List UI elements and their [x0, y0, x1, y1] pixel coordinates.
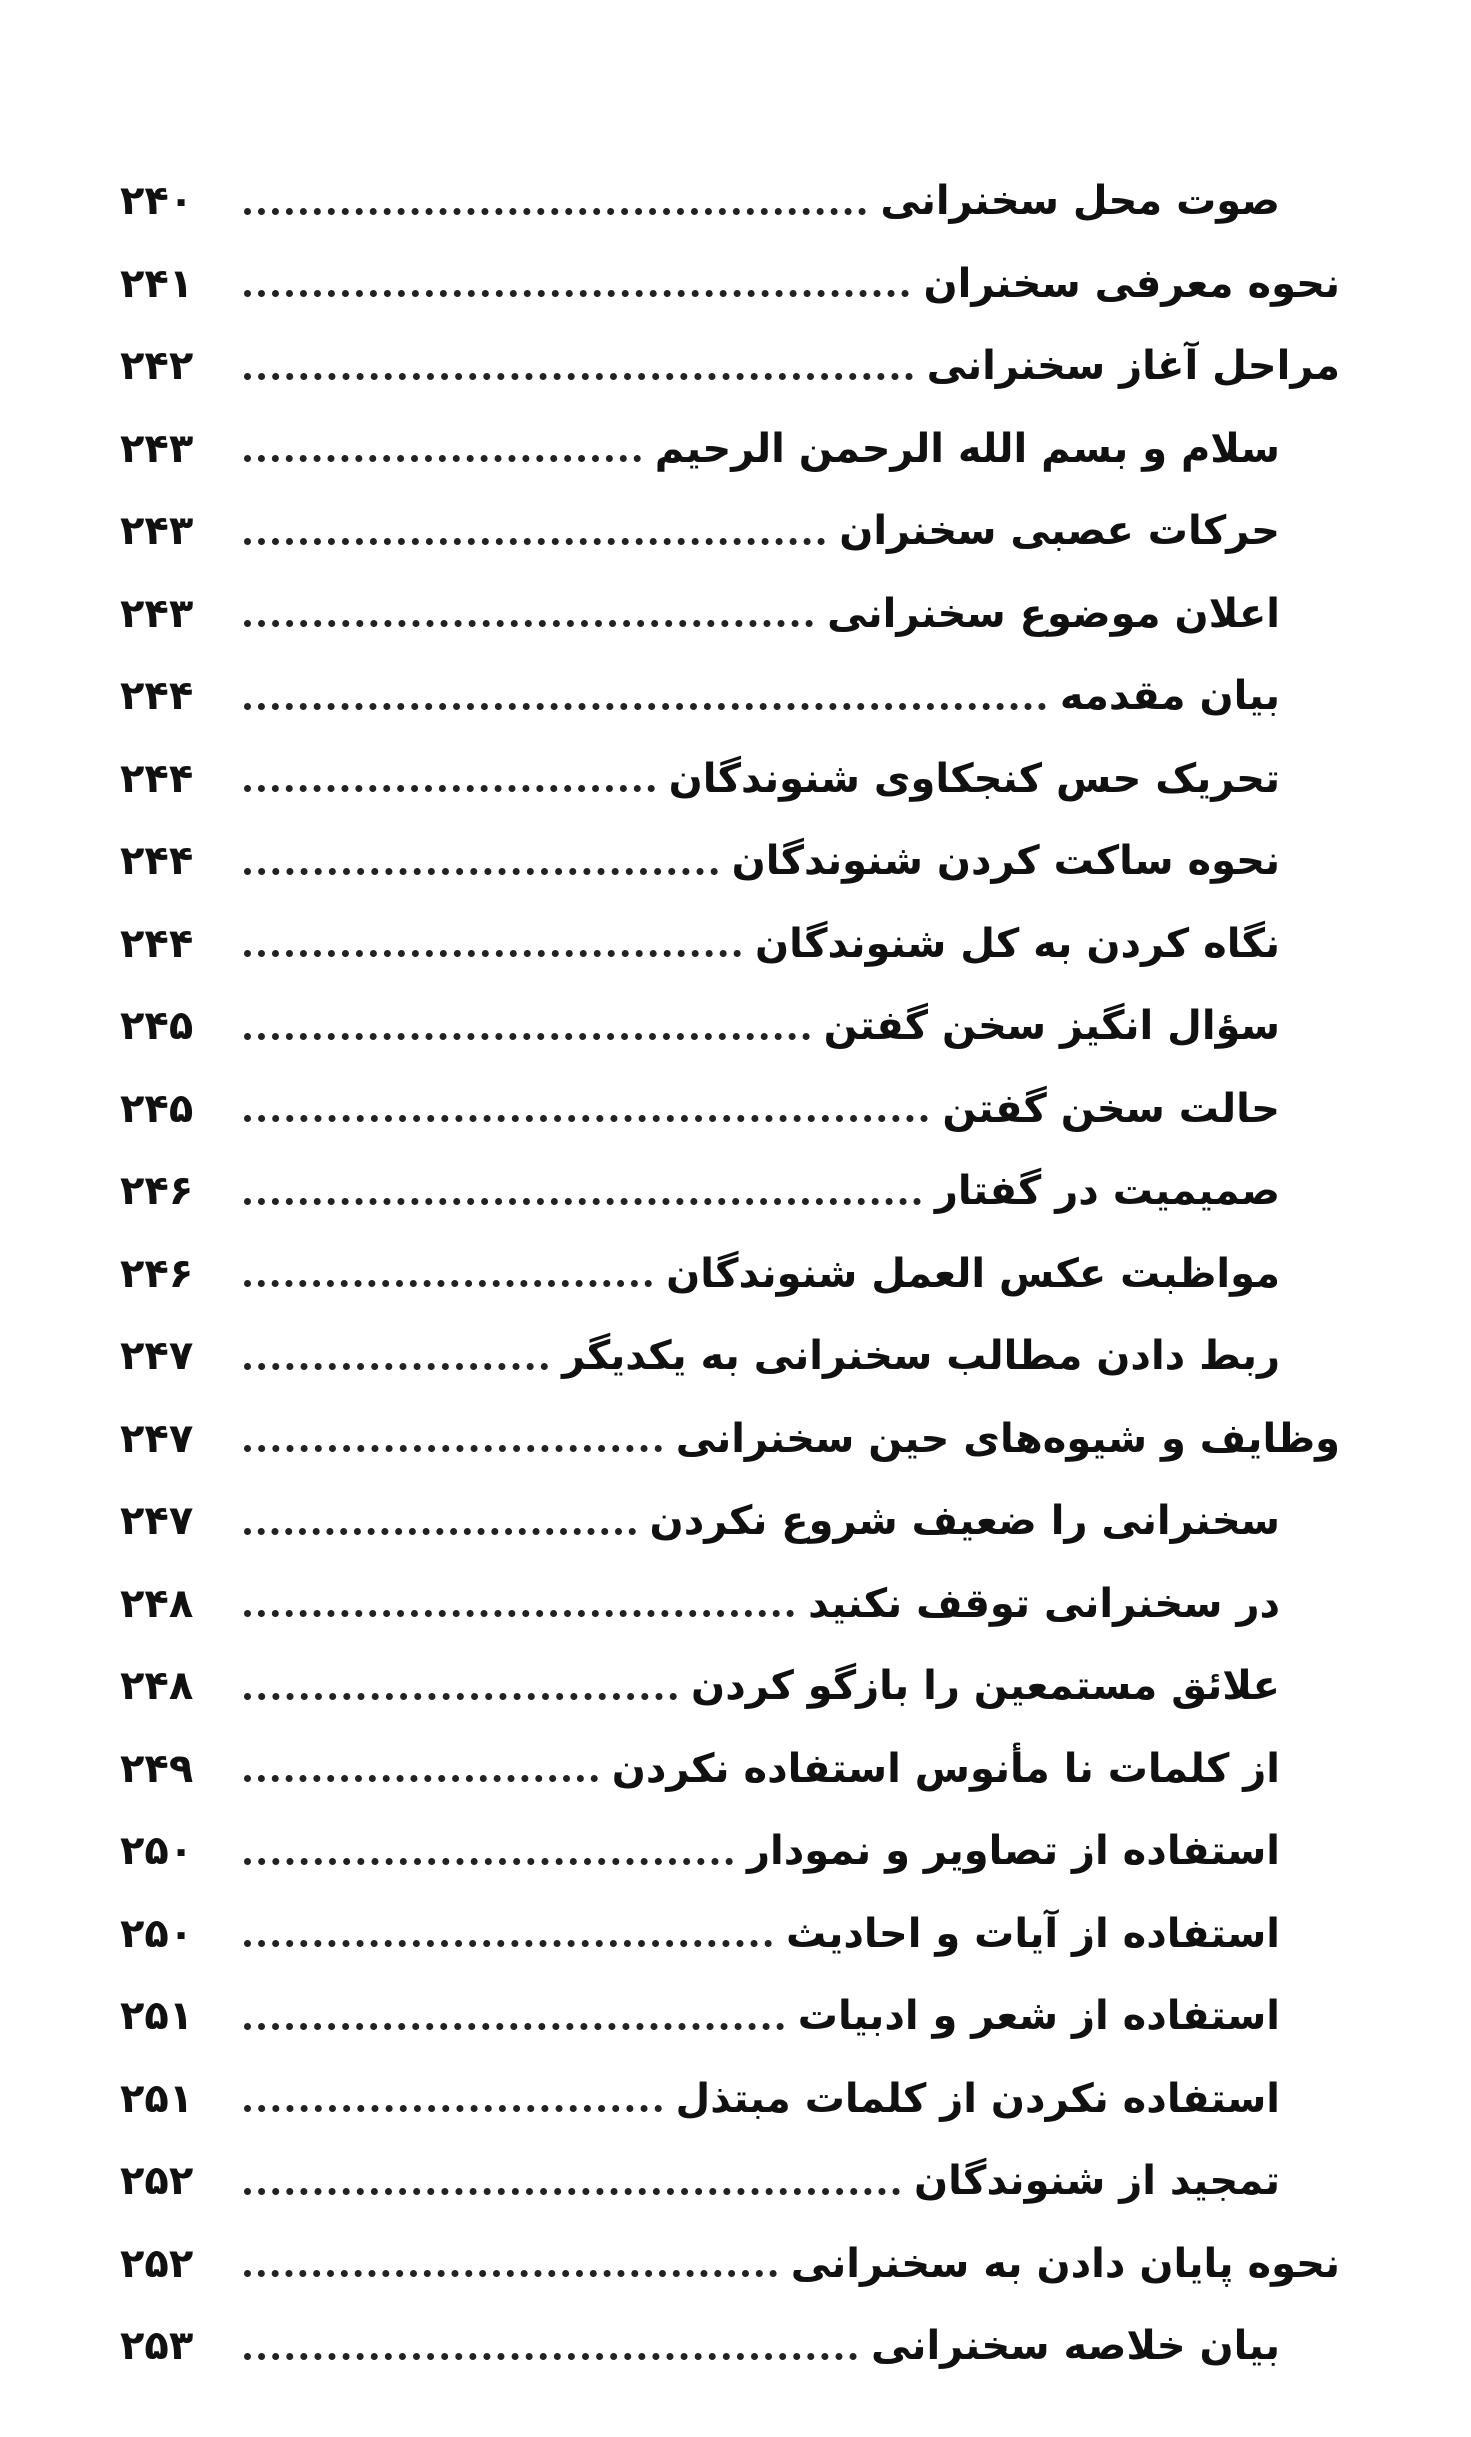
dot-leader: [244, 498, 825, 545]
toc-entry-page-number: ۲۴۹: [120, 1745, 194, 1792]
toc-entry: [120, 1150, 1340, 1233]
toc-entry-title: از کلمات نا مأنوس استفاده نکردن: [611, 1745, 1280, 1792]
toc-entry: [120, 1480, 1340, 1563]
toc-entry: [120, 903, 1340, 986]
dot-leader: [244, 2313, 857, 2360]
toc-entry-page-number: ۲۵۲: [120, 2240, 194, 2287]
toc-entry-page-number: ۲۴۸: [120, 1663, 194, 1710]
dot-leader: [244, 580, 813, 627]
dot-leader: [244, 828, 718, 875]
dot-leader: [244, 1075, 928, 1122]
toc-entry-title: حالت سخن گفتن: [942, 1085, 1280, 1132]
toc-entry: [120, 1975, 1340, 2058]
toc-entry-title: تمجید از شنوندگان: [914, 2158, 1280, 2205]
dot-leader: [244, 333, 913, 380]
dot-leader: [244, 1900, 772, 1947]
toc-entry: [120, 1645, 1340, 1728]
toc-entry-title: استفاده از تصاویر و نمودار: [746, 1828, 1280, 1875]
toc-entry: [120, 985, 1340, 1068]
toc-entry-title: حرکات عصبی سخنران: [839, 508, 1280, 555]
toc-entry-title: استفاده از شعر و ادبیات: [797, 1993, 1280, 2040]
toc-entry-page-number: ۲۴۳: [120, 590, 194, 637]
toc-entry-page-number: ۲۴۷: [120, 1498, 194, 1545]
toc-entry: [120, 655, 1340, 738]
toc-entry-title: نحوه ساکت کردن شنوندگان: [731, 838, 1280, 885]
toc-entry-page-number: ۲۴۷: [120, 1415, 194, 1462]
toc-entry: [120, 573, 1340, 656]
toc-entry-page-number: ۲۴۴: [120, 755, 194, 802]
toc-entry-page-number: ۲۴۳: [120, 508, 194, 555]
toc-entry: [120, 2305, 1340, 2388]
toc-entry-page-number: ۲۴۴: [120, 673, 194, 720]
toc-entry-page-number: ۲۴۵: [120, 1085, 194, 1132]
toc-entry-page-number: ۲۴۸: [120, 1580, 194, 1627]
toc-entry-title: نگاه کردن به کل شنوندگان: [755, 920, 1280, 967]
toc-entry-page-number: ۲۵۳: [120, 2323, 194, 2370]
toc-entry-title: تحریک حس کنجکاوی شنوندگان: [668, 755, 1280, 802]
dot-leader: [244, 745, 655, 792]
toc-entry-title: بیان مقدمه: [1059, 673, 1280, 720]
dot-leader: [244, 2148, 900, 2195]
dot-leader: [244, 1405, 662, 1452]
toc-entry-title: استفاده از آیات و احادیث: [785, 1910, 1280, 1957]
toc-entry-title: در سخنرانی توقف نکنید: [808, 1580, 1280, 1627]
dot-leader: [244, 2065, 662, 2112]
dot-leader: [244, 1818, 733, 1865]
toc-entry-page-number: ۲۵۰: [120, 1828, 194, 1875]
toc-entry-page-number: ۲۴۱: [120, 260, 194, 307]
dot-leader: [244, 663, 1046, 710]
toc-entry: [120, 738, 1340, 821]
toc-entry: [120, 820, 1340, 903]
dot-leader: [244, 1158, 921, 1205]
toc-entry-page-number: ۲۴۴: [120, 838, 194, 885]
toc-entry-title: سلام و بسم الله الرحمن الرحیم: [654, 425, 1280, 472]
toc-entry: [120, 1315, 1340, 1398]
toc-entry-title: نحوه معرفی سخنران: [923, 260, 1340, 307]
toc-entry: [120, 1233, 1340, 1316]
toc-entry-page-number: ۲۵۰: [120, 1910, 194, 1957]
dot-leader: [244, 1570, 794, 1617]
toc-entry-page-number: ۲۵۲: [120, 2158, 194, 2205]
toc-entry-page-number: ۲۴۴: [120, 920, 194, 967]
dot-leader: [244, 168, 866, 215]
toc-entry: [120, 1810, 1340, 1893]
toc-entry: [120, 1728, 1340, 1811]
toc-entry: [120, 2223, 1340, 2306]
toc-entry-title: ربط دادن مطالب سخنرانی به یکدیگر: [562, 1333, 1280, 1380]
toc-entry-title: استفاده نکردن از کلمات مبتذل: [675, 2075, 1280, 2122]
toc-entry-page-number: ۲۵۱: [120, 1993, 194, 2040]
table-of-contents: [120, 160, 1340, 2388]
dot-leader: [244, 415, 641, 462]
toc-entry-title: بیان خلاصه سخنرانی: [870, 2323, 1280, 2370]
toc-entry-title: صوت محل سخنرانی: [880, 178, 1280, 225]
toc-entry: [120, 160, 1340, 243]
dot-leader: [244, 2230, 777, 2277]
toc-entry-title: وظایف و شیوه‌های حین سخنرانی: [675, 1415, 1340, 1462]
toc-entry: [120, 2140, 1340, 2223]
toc-entry-page-number: ۲۴۵: [120, 1003, 194, 1050]
dot-leader: [244, 1488, 636, 1535]
toc-entry-title: سخنرانی را ضعیف شروع نکردن: [649, 1498, 1280, 1545]
toc-entry-page-number: ۲۴۰: [120, 178, 194, 225]
toc-entry-title: مراحل آغاز سخنرانی: [926, 343, 1340, 390]
dot-leader: [244, 1323, 548, 1370]
toc-entry-title: مواظبت عکس العمل شنوندگان: [666, 1250, 1280, 1297]
toc-entry: [120, 1893, 1340, 1976]
toc-entry-page-number: ۲۴۷: [120, 1333, 194, 1380]
toc-entry-title: نحوه پایان دادن به سخنرانی: [790, 2240, 1340, 2287]
toc-entry-page-number: ۲۴۶: [120, 1168, 194, 1215]
dot-leader: [244, 993, 810, 1040]
toc-entry-page-number: ۲۵۱: [120, 2075, 194, 2122]
dot-leader: [244, 1240, 652, 1287]
dot-leader: [244, 910, 741, 957]
toc-entry-title: اعلان موضوع سخنرانی: [827, 590, 1280, 637]
toc-entry-title: سؤال انگیز سخن گفتن: [823, 1003, 1280, 1050]
dot-leader: [244, 250, 909, 297]
toc-entry: [120, 1068, 1340, 1151]
toc-entry-page-number: ۲۴۶: [120, 1250, 194, 1297]
toc-entry: [120, 243, 1340, 326]
toc-entry: [120, 2058, 1340, 2141]
dot-leader: [244, 1653, 677, 1700]
toc-entry-title: صمیمیت در گفتار: [934, 1168, 1280, 1215]
toc-entry: [120, 408, 1340, 491]
toc-entry: [120, 1563, 1340, 1646]
toc-entry-title: علائق مستمعین را بازگو کردن: [691, 1663, 1280, 1710]
toc-entry: [120, 325, 1340, 408]
toc-entry-page-number: ۲۴۳: [120, 425, 194, 472]
dot-leader: [244, 1983, 784, 2030]
toc-entry: [120, 490, 1340, 573]
toc-entry-page-number: ۲۴۲: [120, 343, 194, 390]
toc-entry: [120, 1398, 1340, 1481]
dot-leader: [244, 1735, 598, 1782]
